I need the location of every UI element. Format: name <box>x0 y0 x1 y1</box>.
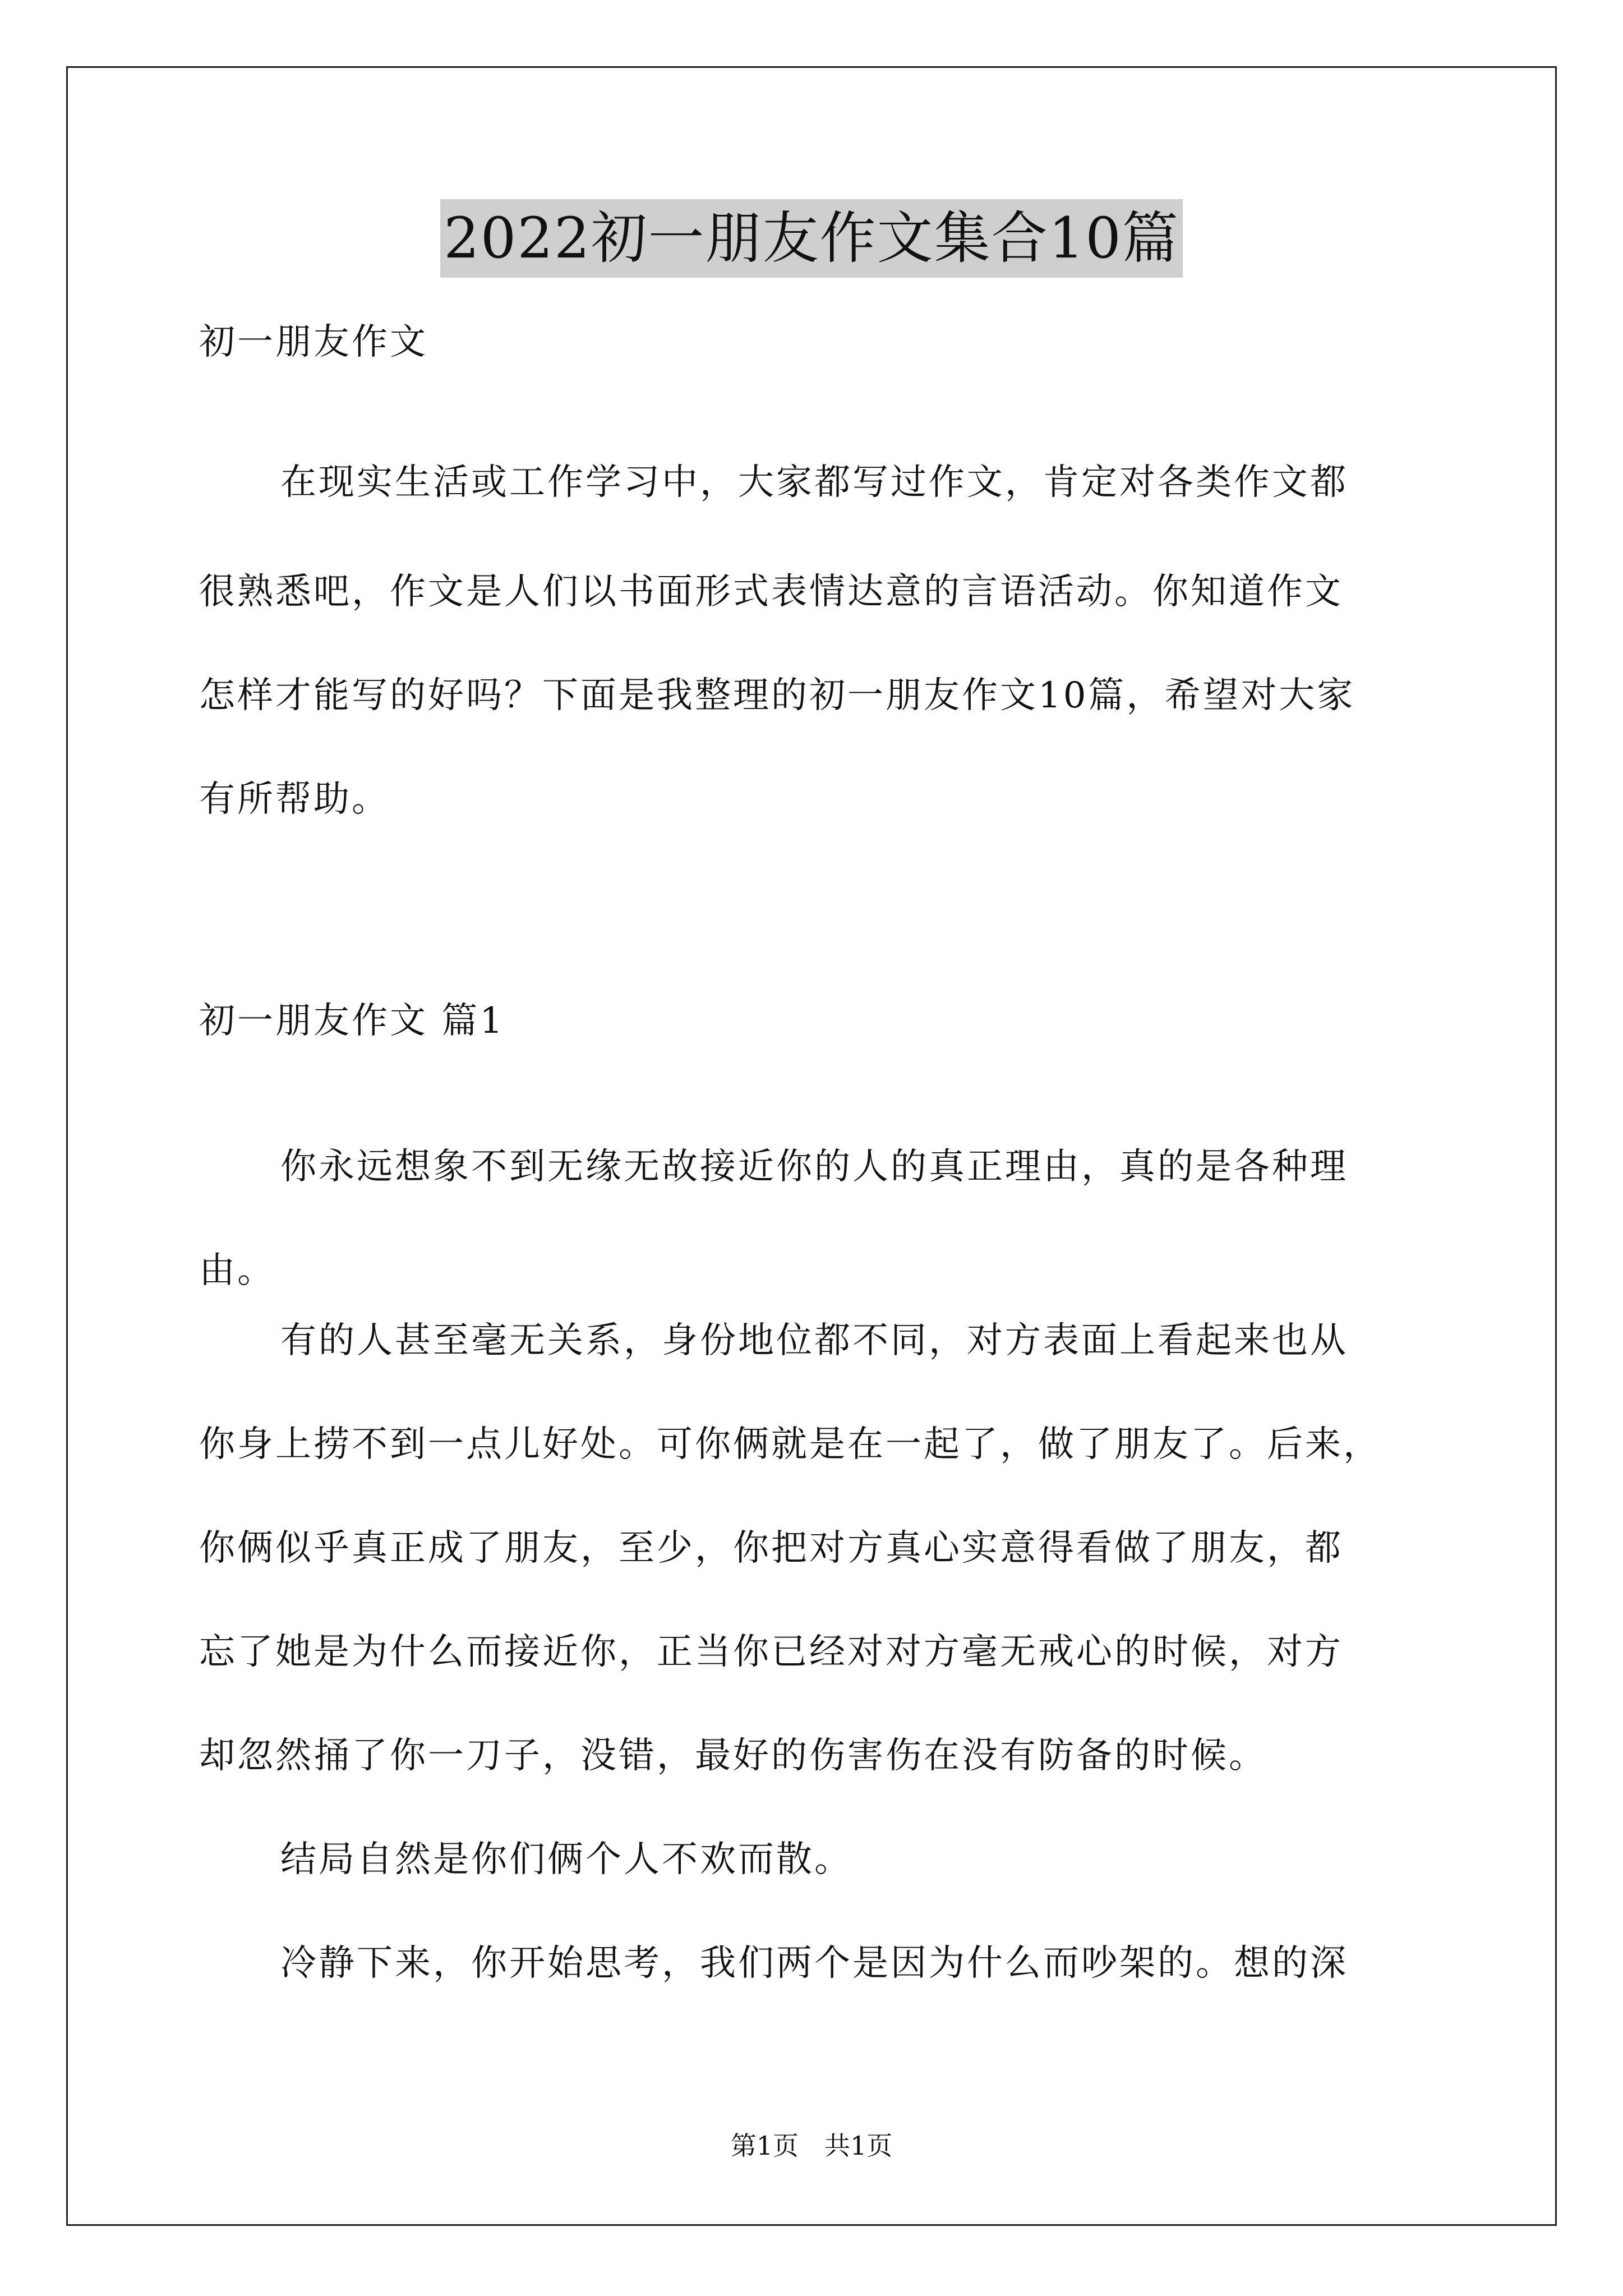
paragraph-line: 有所帮助。 <box>199 779 390 820</box>
paragraph-line: 怎样才能写的好吗？下面是我整理的初一朋友作文10篇，希望对大家 <box>199 675 1355 716</box>
paragraph-line: 冷静下来，你开始思考，我们两个是因为什么而吵架的。想的深 <box>280 1943 1348 1984</box>
paragraph-line: 结局自然是你们俩个人不欢而散。 <box>280 1839 852 1880</box>
paragraph-line: 你身上捞不到一点儿好处。可你俩就是在一起了，做了朋友了。后来， <box>199 1424 1381 1465</box>
intro-heading: 初一朋友作文 <box>199 321 428 363</box>
paragraph-line: 在现实生活或工作学习中，大家都写过作文，肯定对各类作文都 <box>280 462 1348 503</box>
section-heading: 初一朋友作文 篇1 <box>199 1000 505 1042</box>
paragraph-line: 你俩似乎真正成了朋友，至少，你把对方真心实意得看做了朋友，都 <box>199 1527 1343 1569</box>
document-title: 2022初一朋友作文集合10篇 <box>440 199 1183 278</box>
page-footer: 第1页 共1页 <box>730 2131 893 2161</box>
paragraph-line: 忘了她是为什么而接近你，正当你已经对对方毫无戒心的时候，对方 <box>199 1631 1343 1673</box>
paragraph-line: 很熟悉吧，作文是人们以书面形式表情达意的言语活动。你知道作文 <box>199 571 1343 613</box>
paragraph-line: 你永远想象不到无缘无故接近你的人的真正理由，真的是各种理 <box>280 1146 1348 1188</box>
paragraph-line: 却忽然捅了你一刀子，没错，最好的伤害伤在没有防备的时候。 <box>199 1735 1267 1777</box>
title-container <box>0 199 1623 278</box>
paragraph-line: 有的人甚至毫无关系，身份地位都不同，对方表面上看起来也从 <box>280 1320 1348 1361</box>
paragraph-line: 由。 <box>199 1250 275 1291</box>
